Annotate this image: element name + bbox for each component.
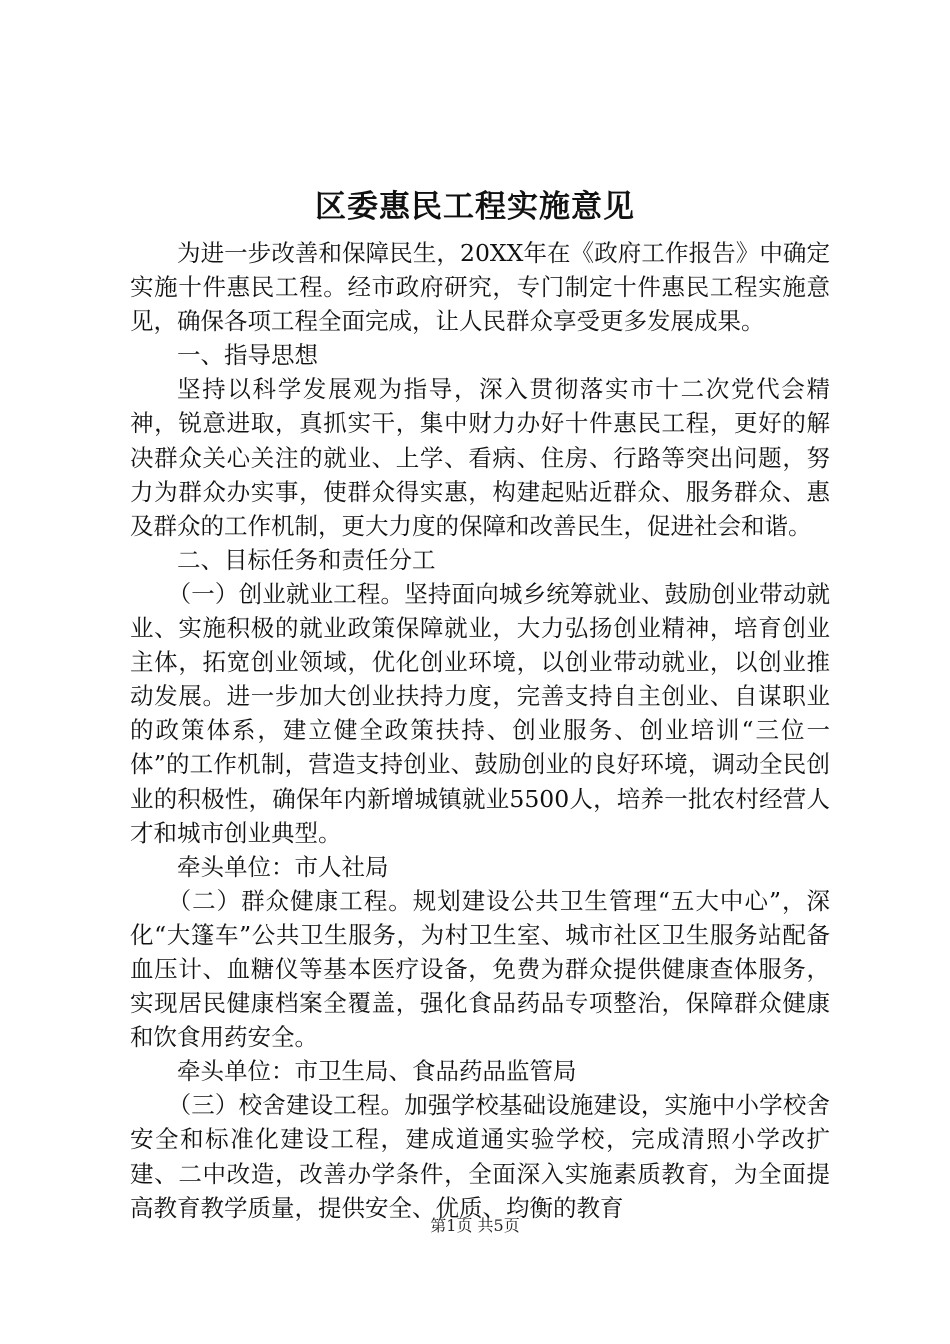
document-body xyxy=(130,236,830,1225)
section-heading-guiding-ideology: 一、指导思想 xyxy=(177,341,318,370)
item-entrepreneurship-employment: （一）创业就业工程。坚持面向城乡统筹就业、鼓励创业带动就业、实施积极的就业政策保障就业，大力弘扬创业精神，培育创业主体，拓宽创业领域，优化创业环境，以创业带动就业，以创业推动发展。进一步加大创业扶持力度，完善支持自主创业、自谋职业的政策体系，建立健全政策扶持、创业服务、创业培训“三位一体”的工作机制，营造支持创业、鼓励创业的良好环境，调动全民创业的积极性，确保年内新增城镇就业5500人，培养一批农村经营人才和城市创业典型。 xyxy=(130,579,830,847)
guiding-ideology-paragraph: 坚持以科学发展观为指导，深入贯彻落实市十二次党代会精神，锐意进取，真抓实干，集中财力办好十件惠民工程，更好的解决群众关心关注的就业、上学、看病、住房、行路等突出问题，努力为群众办实事，使群众得实惠，构建起贴近群众、服务群众、惠及群众的工作机制，更大力度的保障和改善民生，促进社会和谐。 xyxy=(130,375,830,540)
item-school-construction: （三）校舍建设工程。加强学校基础设施建设，实施中小学校舍安全和标准化建设工程，建成道通实验学校，完成清照小学改扩建、二中改造，改善办学条件，全面深入实施素质教育，为全面提高教育教学质量，提供安全、优质、均衡的教育 xyxy=(130,1091,830,1222)
intro-paragraph: 为进一步改善和保障民生，20XX年在《政府工作报告》中确定实施十件惠民工程。经市政府研究，专门制定十件惠民工程实施意见，确保各项工程全面完成，让人民群众享受更多发展成果。 xyxy=(130,239,830,336)
lead-unit-hr-bureau: 牵头单位：市人社局 xyxy=(177,852,389,881)
document-title: 区委惠民工程实施意见 xyxy=(315,189,635,225)
section-heading-goals-tasks: 二、目标任务和责任分工 xyxy=(177,545,436,574)
page-indicator: 第1页 共5页 xyxy=(430,1216,520,1235)
lead-unit-health-bureau: 牵头单位：市卫生局、食品药品监管局 xyxy=(177,1057,577,1086)
item-public-health: （二）群众健康工程。规划建设公共卫生管理“五大中心”，深化“大篷车”公共卫生服务，为村卫生室、城市社区卫生服务站配备血压计、血糖仪等基本医疗设备，免费为群众提供健康查体服务，实现居民健康档案全覆盖，强化食品药品专项整治，保障群众健康和饮食用药安全。 xyxy=(130,886,830,1052)
